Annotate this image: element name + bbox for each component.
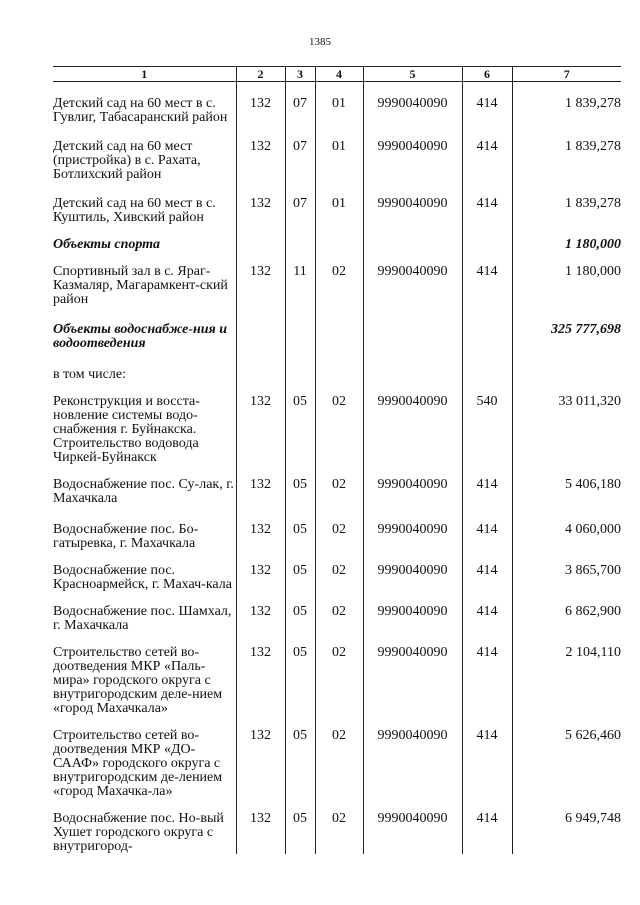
subsection-code: 02 (315, 465, 363, 506)
table-row (53, 252, 621, 307)
amount: 6 862,900 (512, 592, 621, 633)
object-name: Детский сад на 60 мест в с. Куштиль, Хивский район (53, 196, 216, 225)
ved-code: 132 (236, 82, 285, 126)
column-header: 6 (462, 67, 512, 82)
subsection-code: 01 (315, 82, 363, 126)
object-name: Водоснабжение пос. Бо-гатыревка, г. Махачкала (53, 522, 199, 551)
table-row (53, 182, 621, 225)
target-code: 9990040090 (363, 592, 462, 633)
target-code: 9990040090 (363, 252, 462, 307)
object-name: Строительство сетей во-доотведения МКР «Паль-мира» городского округа с внутригородским деле-нием «город Махачкала» (53, 645, 223, 716)
table-row (53, 551, 621, 592)
object-name: Спортивный зал в с. Яраг-Казмаляр, Магарамкент-ский район (53, 264, 228, 307)
expense-type-code: 414 (462, 125, 512, 182)
subsection-code: 02 (315, 592, 363, 633)
object-name: Водоснабжение пос. Красноармейск, г. Махач-кала (53, 563, 232, 592)
table-row (53, 633, 621, 716)
amount: 4 060,000 (512, 506, 621, 551)
column-header: 5 (363, 67, 462, 82)
expense-type-code: 414 (462, 252, 512, 307)
target-code: 9990040090 (363, 633, 462, 716)
expense-type-code (462, 225, 512, 252)
header-row (53, 67, 621, 82)
subsection-code: 01 (315, 125, 363, 182)
expense-type-code: 540 (462, 382, 512, 465)
target-code: 9990040090 (363, 716, 462, 799)
amount: 5 406,180 (512, 465, 621, 506)
subsection-code: 02 (315, 799, 363, 854)
budget-table (53, 66, 621, 854)
amount: 1 839,278 (512, 82, 621, 126)
column-header: 7 (512, 67, 621, 82)
object-name: Объекты спорта (53, 237, 161, 252)
column-header: 3 (285, 67, 315, 82)
ved-code: 132 (236, 592, 285, 633)
ved-code: 132 (236, 252, 285, 307)
ved-code: 132 (236, 182, 285, 225)
ved-code: 132 (236, 716, 285, 799)
subsection-code: 02 (315, 551, 363, 592)
section-code: 05 (285, 382, 315, 465)
object-name: Строительство сетей во-доотведения МКР «ДО-СААФ» городского округа с внутригородским де-лением «город Махачка-ла» (53, 728, 223, 799)
amount: 33 011,320 (512, 382, 621, 465)
amount: 6 949,748 (512, 799, 621, 854)
target-code: 9990040090 (363, 125, 462, 182)
section-code: 05 (285, 716, 315, 799)
amount: 1 180,000 (512, 225, 621, 252)
target-code (363, 225, 462, 252)
target-code (363, 351, 462, 382)
ved-code: 132 (236, 551, 285, 592)
column-header: 2 (236, 67, 285, 82)
subsection-code: 02 (315, 382, 363, 465)
section-code (285, 307, 315, 351)
expense-type-code: 414 (462, 182, 512, 225)
amount: 5 626,460 (512, 716, 621, 799)
object-name: Водоснабжение пос. Су-лак, г. Махачкала (53, 477, 234, 506)
amount: 2 104,110 (512, 633, 621, 716)
target-code: 9990040090 (363, 465, 462, 506)
object-name: в том числе: (53, 367, 126, 382)
amount: 1 839,278 (512, 125, 621, 182)
target-code (363, 307, 462, 351)
target-code: 9990040090 (363, 551, 462, 592)
section-heading-row (53, 225, 621, 252)
section-code: 07 (285, 182, 315, 225)
object-name: Детский сад на 60 мест (пристройка) в с. Рахата, Ботлихский район (53, 139, 201, 182)
section-code: 05 (285, 506, 315, 551)
object-name: Детский сад на 60 мест в с. Гувлиг, Табасаранский район (53, 96, 228, 125)
subsection-code: 01 (315, 182, 363, 225)
table-row (53, 82, 621, 126)
ved-code: 132 (236, 506, 285, 551)
target-code: 9990040090 (363, 506, 462, 551)
object-name: Объекты водоснабже-ния и водоотведения (53, 322, 228, 351)
amount: 1 839,278 (512, 182, 621, 225)
section-code: 11 (285, 252, 315, 307)
ved-code: 132 (236, 633, 285, 716)
expense-type-code (462, 351, 512, 382)
section-code: 05 (285, 799, 315, 854)
table-row (53, 716, 621, 799)
table-row (53, 592, 621, 633)
expense-type-code: 414 (462, 633, 512, 716)
target-code: 9990040090 (363, 182, 462, 225)
ved-code: 132 (236, 799, 285, 854)
expense-type-code: 414 (462, 506, 512, 551)
section-code: 05 (285, 592, 315, 633)
amount: 325 777,698 (512, 307, 621, 351)
table-row (53, 465, 621, 506)
ved-code (236, 225, 285, 252)
section-code: 05 (285, 465, 315, 506)
object-name: Водоснабжение пос. Шамхал, г. Махачкала (53, 604, 232, 633)
page-number: 1385 (309, 36, 331, 48)
amount (512, 351, 621, 382)
expense-type-code: 414 (462, 82, 512, 126)
expense-type-code (462, 307, 512, 351)
section-code: 07 (285, 82, 315, 126)
amount: 1 180,000 (512, 252, 621, 307)
subsection-code (315, 351, 363, 382)
subsection-code (315, 307, 363, 351)
expense-type-code: 414 (462, 716, 512, 799)
amount: 3 865,700 (512, 551, 621, 592)
expense-type-code: 414 (462, 799, 512, 854)
section-code: 05 (285, 633, 315, 716)
ved-code (236, 351, 285, 382)
column-header: 4 (315, 67, 363, 82)
subsection-code: 02 (315, 252, 363, 307)
target-code: 9990040090 (363, 82, 462, 126)
ved-code: 132 (236, 465, 285, 506)
table-row (53, 506, 621, 551)
object-name: Реконструкция и восста-новление системы водо-снабжения г. Буйнакска. Строительство водовода Чиркей-Буйнакск (53, 394, 200, 465)
subsection-code: 02 (315, 633, 363, 716)
expense-type-code: 414 (462, 592, 512, 633)
subsection-code: 02 (315, 506, 363, 551)
subsection-code (315, 225, 363, 252)
section-code (285, 351, 315, 382)
subsection-code: 02 (315, 716, 363, 799)
target-code: 9990040090 (363, 382, 462, 465)
expense-type-code: 414 (462, 465, 512, 506)
section-heading-row (53, 307, 621, 351)
table-row (53, 125, 621, 182)
section-code: 05 (285, 551, 315, 592)
table-row (53, 351, 621, 382)
ved-code (236, 307, 285, 351)
ved-code: 132 (236, 125, 285, 182)
column-header: 1 (53, 67, 236, 82)
expense-type-code: 414 (462, 551, 512, 592)
table-row (53, 382, 621, 465)
ved-code: 132 (236, 382, 285, 465)
section-code (285, 225, 315, 252)
target-code: 9990040090 (363, 799, 462, 854)
object-name: Водоснабжение пос. Но-вый Хушет городского округа с внутригород- (53, 811, 224, 854)
section-code: 07 (285, 125, 315, 182)
table-row (53, 799, 621, 854)
